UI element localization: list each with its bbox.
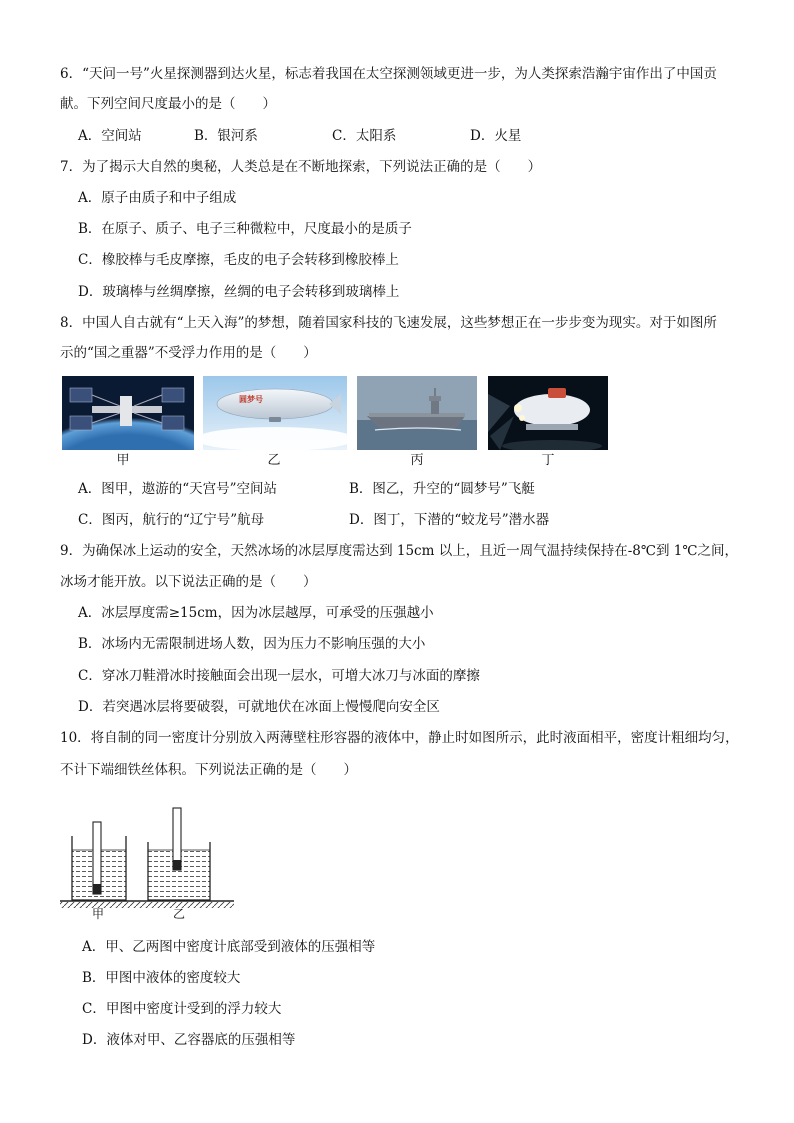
- q6-stem-line1: 6．“天问一号”火星探测器到达火星，标志着我国在太空探测领域更进一步，为人类探索浩瀚宇宙作出了中国贡: [60, 66, 717, 82]
- q9-option-a: A．冰层厚度需≥15cm，因为冰层越厚，可承受的压强越小: [78, 605, 434, 621]
- q9-option-c: C．穿冰刀鞋滑冰时接触面会出现一层水，可增大冰刀与冰面的摩擦: [78, 668, 480, 684]
- caption-jia: 甲: [116, 453, 130, 468]
- hydrometer-diagram: [58, 804, 236, 922]
- q8-stem-line2: 示的“国之重器”不受浮力作用的是（ ）: [60, 345, 317, 361]
- q10-option-b: B．甲图中液体的密度较大: [82, 970, 241, 986]
- q10-option-a: A．甲、乙两图中密度计底部受到液体的压强相等: [82, 939, 376, 955]
- q7-option-d: D．玻璃棒与丝绸摩擦，丝绸的电子会转移到玻璃棒上: [78, 284, 400, 300]
- airship-name-text: 圆梦号: [239, 395, 263, 404]
- q8-option-a: A．图甲，遨游的“天宫号”空间站: [78, 481, 278, 497]
- space-station-photo: [62, 376, 194, 450]
- q6-option-b: B．银河系: [194, 128, 258, 144]
- q7-option-c: C．橡胶棒与毛皮摩擦，毛皮的电子会转移到橡胶棒上: [78, 252, 399, 268]
- q9-stem-line2: 冰场才能开放。以下说法正确的是（ ）: [60, 574, 317, 590]
- q10-stem-line2: 不计下端细铁丝体积。下列说法正确的是（ ）: [60, 762, 357, 778]
- q8-option-c: C．图丙，航行的“辽宁号”航母: [78, 512, 265, 528]
- q7-option-a: A．原子由质子和中子组成: [78, 190, 237, 206]
- q9-option-b: B．冰场内无需限制进场人数，因为压力不影响压强的大小: [78, 636, 426, 652]
- q6-stem-line2: 献。下列空间尺度最小的是（ ）: [60, 96, 276, 112]
- diagram-label-jia: 甲: [92, 907, 105, 921]
- q6-option-c: C．太阳系: [332, 128, 397, 144]
- caption-bing: 丙: [410, 453, 424, 468]
- q10-stem-line1: 10．将自制的同一密度计分别放入两薄壁柱形容器的液体中，静止时如图所示，此时液面相平，密度计粗细均匀，: [60, 730, 739, 746]
- q6-option-a: A．空间站: [78, 128, 142, 144]
- q7-stem: 7．为了揭示大自然的奥秘，人类总是在不断地探索，下列说法正确的是（ ）: [60, 159, 542, 175]
- q8-option-b: B．图乙，升空的“圆梦号”飞艇: [349, 481, 535, 497]
- q10-option-c: C．甲图中密度计受到的浮力较大: [82, 1001, 282, 1017]
- diagram-label-yi: 乙: [173, 907, 186, 921]
- q6-option-d: D．火星: [470, 128, 522, 144]
- q9-option-d: D．若突遇冰层将要破裂，可就地伏在冰面上慢慢爬向安全区: [78, 699, 440, 715]
- caption-ding: 丁: [541, 453, 555, 468]
- caption-yi: 乙: [267, 453, 281, 468]
- q8-option-d: D．图丁，下潜的“蛟龙号”潜水器: [349, 512, 550, 528]
- submersible-photo: [488, 376, 608, 450]
- q9-stem-line1: 9．为确保冰上运动的安全，天然冰场的冰层厚度需达到 15cm 以上，且近一周气温持续保持在-8℃到 1℃之间，: [60, 543, 738, 559]
- q10-option-d: D．液体对甲、乙容器底的压强相等: [82, 1032, 296, 1048]
- airship-photo: [203, 376, 347, 450]
- q8-stem-line1: 8．中国人自古就有“上天入海”的梦想，随着国家科技的飞速发展，这些梦想正在一步步变为现实。对于如图所: [60, 315, 717, 331]
- aircraft-carrier-photo: [357, 376, 477, 450]
- q7-option-b: B．在原子、质子、电子三种微粒中，尺度最小的是质子: [78, 221, 412, 237]
